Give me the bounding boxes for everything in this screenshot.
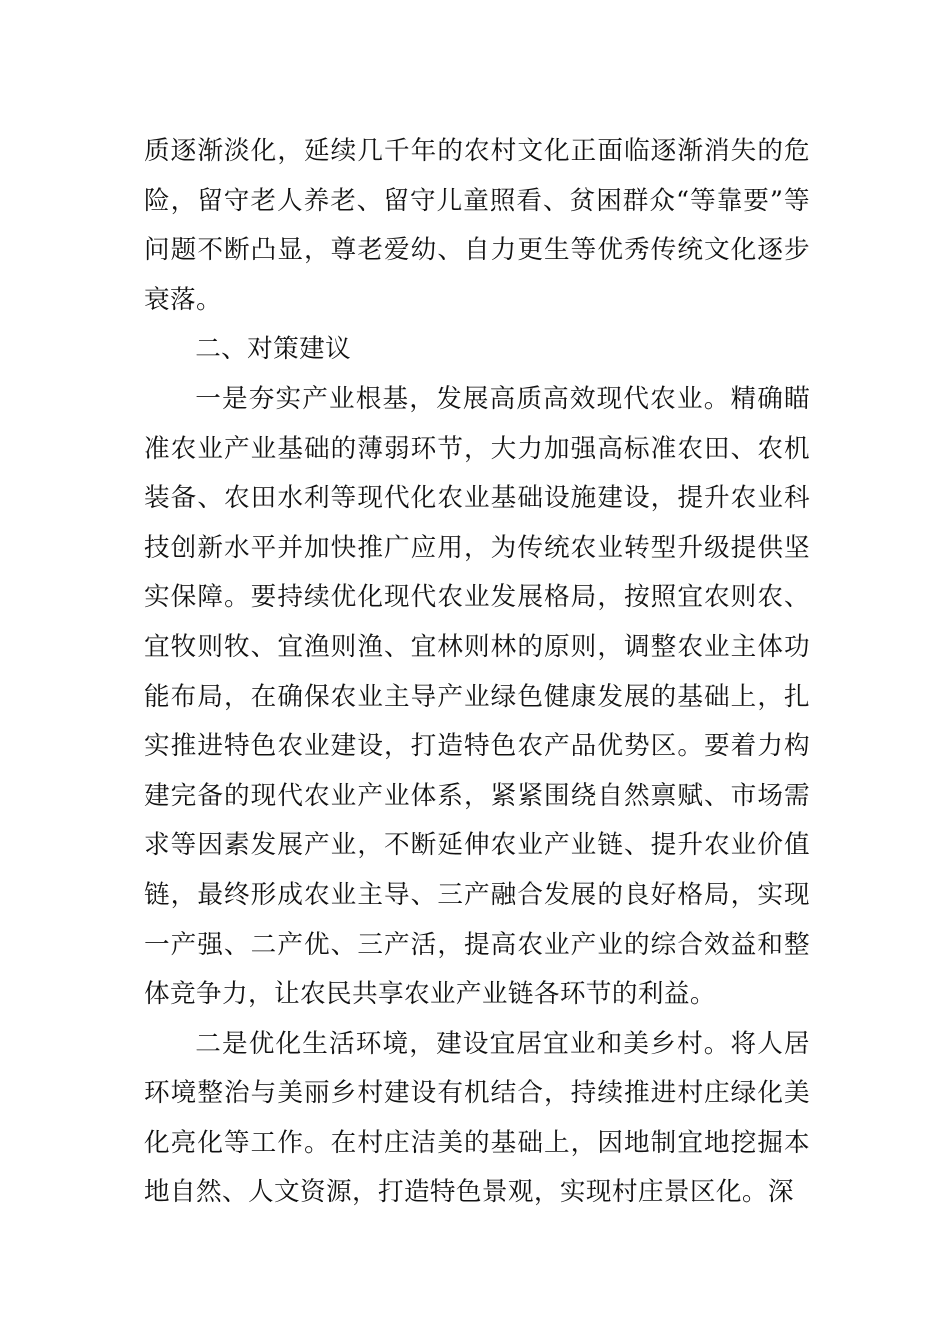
paragraph-industry: 一是夯实产业根基，发展高质高效现代农业。精确瞄准农业产业基础的薄弱环节，大力加强高标准农田、农机装备、农田水利等现代化农业基础设施建设，提升农业科技创新水平并加快推广应用，为传统农业转型升级提供坚实保障。要持续优化现代农业发展格局，按照宜农则农、宜牧则牧、宜渔则渔、宜林则林的原则，调整农业主体功能布局，在确保农业主导产业绿色健康发展的基础上，扎实推进特色农业建设，打造特色农产品优势区。要着力构建完备的现代农业产业体系，紧紧围绕自然禀赋、市场需求等因素发展产业，不断延伸农业产业链、提升农业价值链，最终形成农业主导、三产融合发展的良好格局，实现一产强、二产优、三产活，提高农业产业的综合效益和整体竞争力，让农民共享农业产业链各环节的利益。 [144, 383, 810, 1010]
paragraph-environment: 二是优化生活环境，建设宜居宜业和美乡村。将人居环境整治与美丽乡村建设有机结合，持续推进村庄绿化美化亮化等工作。在村庄洁美的基础上，因地制宜地挖掘本地自然、人文资源，打造特色景观，实现村庄景区化。深 [144, 1028, 810, 1208]
document-body [144, 127, 810, 1218]
section-heading: 二、对策建议 [195, 334, 352, 365]
paragraph-continuation: 质逐渐淡化，延续几千年的农村文化正面临逐渐消失的危险，留守老人养老、留守儿童照看、贫困群众“等靠要”等问题不断凸显，尊老爱幼、自力更生等优秀传统文化逐步衰落。 [144, 136, 810, 315]
